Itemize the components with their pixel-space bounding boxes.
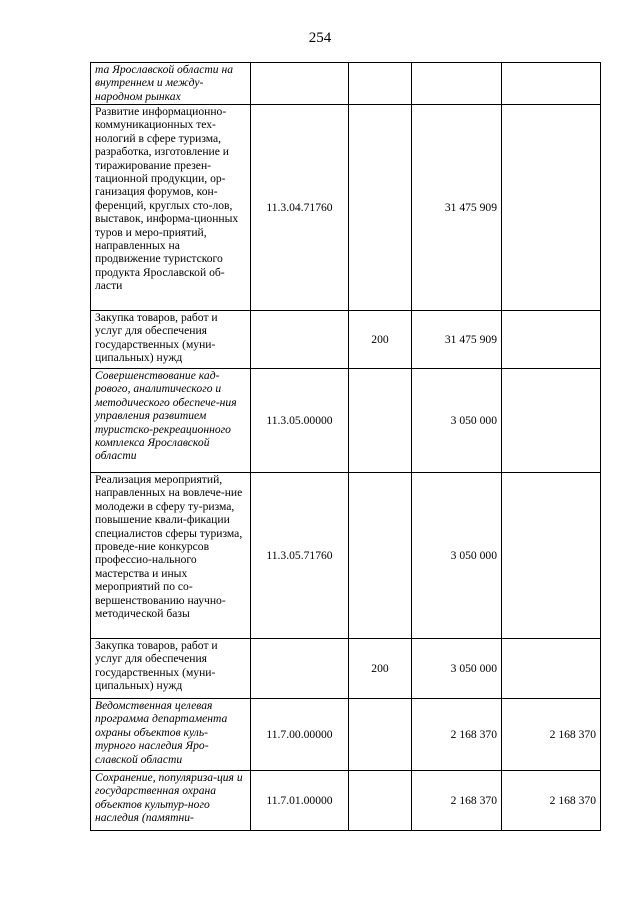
row-name: Закупка товаров, работ и услуг для обеспечения государственных (муни-ципальных) нужд [91, 639, 251, 699]
row-sum-2 [502, 311, 601, 369]
page-number: 254 [308, 30, 332, 46]
row-name: та Ярославской области на внутреннем и между-народном рынках [91, 63, 251, 105]
row-name: Реализация мероприятий, направленных на вовлече-ние молодежи в сферу ту-ризма, повышение квали-фикации специалистов сферы туризма, проведе-ние конкурсов профессио-нального мастерства и иных мероприятий по со-вершенствованию научно-методической базы [91, 473, 251, 639]
row-expense-type [349, 771, 412, 831]
row-sum-2: 2 168 370 [502, 699, 601, 771]
row-name: Ведомственная целевая программа департамента охраны объектов куль-турного наследия Яро-славской области [91, 699, 251, 771]
row-code: 11.7.01.00000 [251, 771, 349, 831]
row-sum-1: 3 050 000 [412, 369, 502, 473]
table-row [91, 105, 601, 311]
row-code: 11.3.05.71760 [251, 473, 349, 639]
table-row [91, 473, 601, 639]
row-sum-2 [502, 473, 601, 639]
table-row [91, 699, 601, 771]
row-sum-2: 2 168 370 [502, 771, 601, 831]
row-name: Сохранение, популяриза-ция и государственная охрана объектов культур-ного наследия (памятни- [91, 771, 251, 831]
row-expense-type [349, 699, 412, 771]
row-expense-type [349, 105, 412, 311]
table-row [91, 311, 601, 369]
row-expense-type [349, 473, 412, 639]
row-sum-2 [502, 369, 601, 473]
budget-table [90, 62, 601, 831]
row-sum-1: 2 168 370 [412, 699, 502, 771]
row-sum-2 [502, 639, 601, 699]
table-row [91, 639, 601, 699]
row-code [251, 311, 349, 369]
row-name: Совершенствование кад-рового, аналитического и методического обеспече-ния управления развитием туристско-рекреационного комплекса Ярославской области [91, 369, 251, 473]
table-row [91, 63, 601, 105]
row-sum-1: 2 168 370 [412, 771, 502, 831]
row-name: Развитие информационно-коммуникационных тех-нологий в сфере туризма, разработка, изготовление и тиражирование презен-тационной продукции, ор-ганизация форумов, кон-ференций, круглых сто-лов, выставок, информа-ционных туров и меро-приятий, направленных на продвижение туристского продукта Ярославской об-ласти [91, 105, 251, 311]
table-row [91, 369, 601, 473]
row-code [251, 639, 349, 699]
row-code [251, 63, 349, 105]
row-expense-type: 200 [349, 639, 412, 699]
row-sum-2 [502, 105, 601, 311]
row-code: 11.7.00.00000 [251, 699, 349, 771]
row-sum-1: 3 050 000 [412, 639, 502, 699]
row-sum-1: 3 050 000 [412, 473, 502, 639]
row-sum-1: 31 475 909 [412, 311, 502, 369]
row-expense-type [349, 63, 412, 105]
row-expense-type: 200 [349, 311, 412, 369]
row-expense-type [349, 369, 412, 473]
row-sum-1: 31 475 909 [412, 105, 502, 311]
row-sum-2 [502, 63, 601, 105]
row-sum-1 [412, 63, 502, 105]
row-code: 11.3.05.00000 [251, 369, 349, 473]
table-row [91, 771, 601, 831]
row-code: 11.3.04.71760 [251, 105, 349, 311]
row-name: Закупка товаров, работ и услуг для обеспечения государственных (муни-ципальных) нужд [91, 311, 251, 369]
